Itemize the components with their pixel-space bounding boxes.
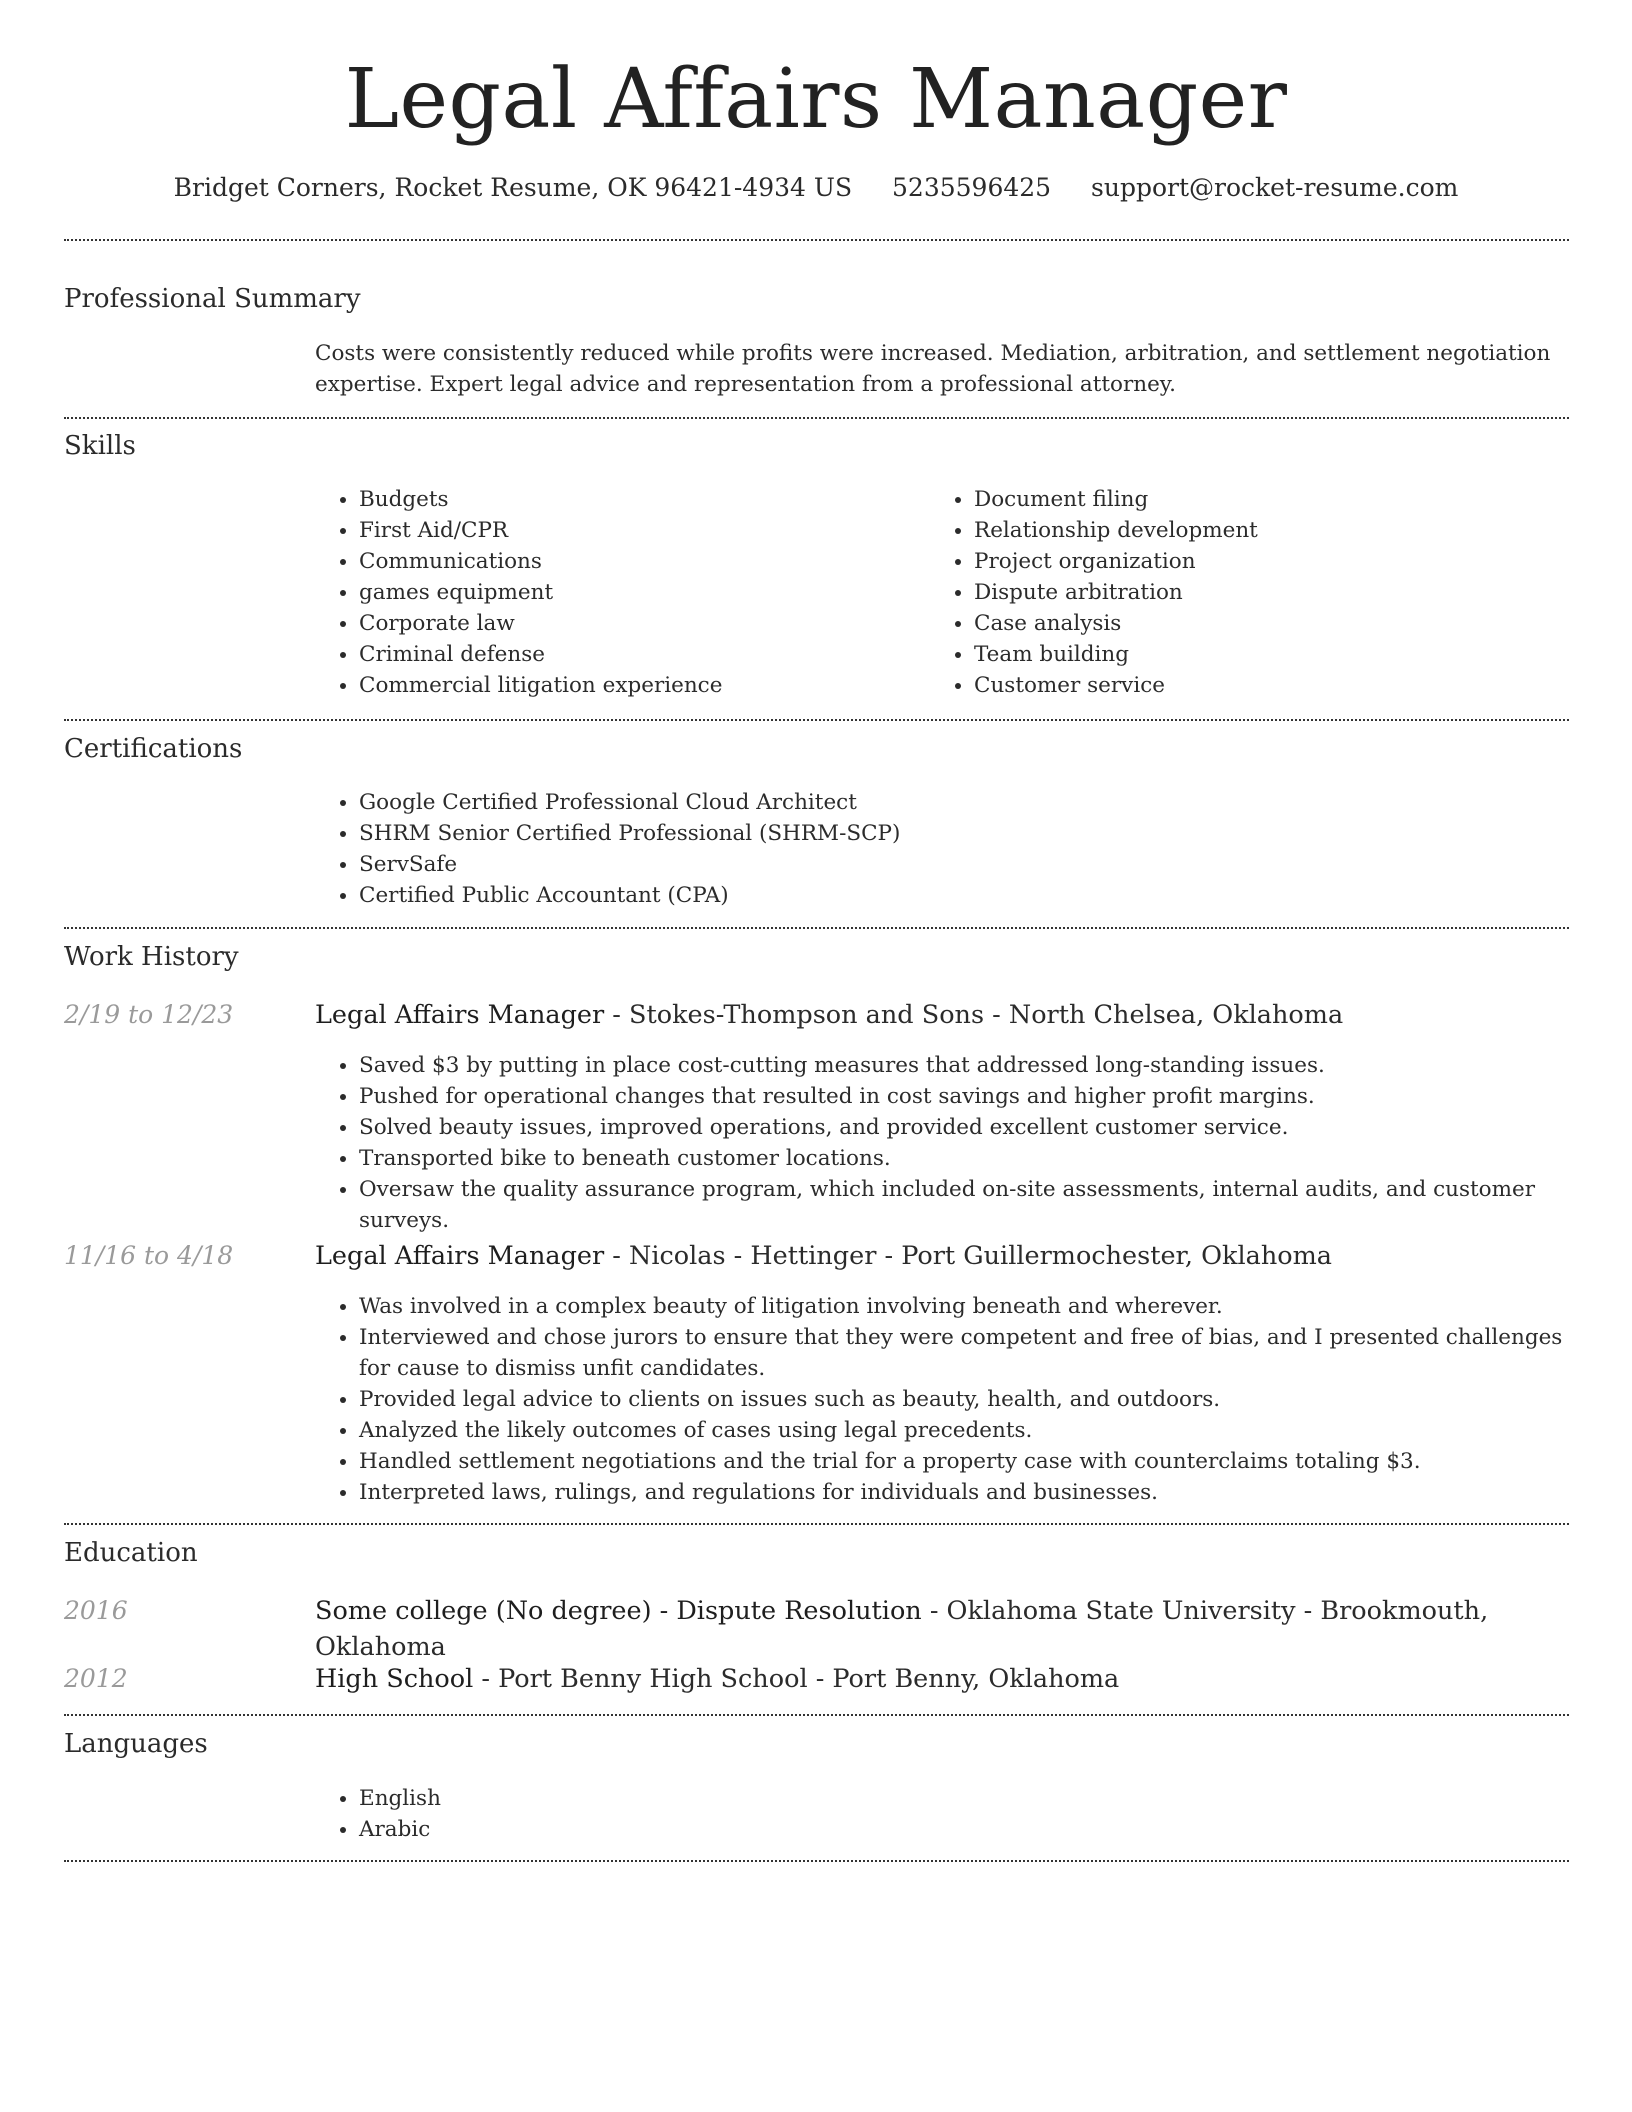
education-degree: Some college (No degree) - Dispute Resolution xyxy=(315,1596,922,1626)
education-entry xyxy=(315,1661,1575,1697)
skills-list-right xyxy=(930,484,1530,701)
list-item: • Document filing xyxy=(974,484,1530,515)
list-item: • Certified Public Accountant (CPA) xyxy=(359,880,1565,911)
list-item: • Dispute arbitration xyxy=(974,577,1530,608)
section-divider xyxy=(64,417,1569,419)
list-item: • Google Certified Professional Cloud Architect xyxy=(359,787,1565,818)
section-divider xyxy=(64,1714,1569,1716)
list-item: • Solved beauty issues, improved operations, and provided excellent customer service. xyxy=(359,1112,1570,1143)
languages-list xyxy=(315,1783,915,1845)
list-item: • Transported bike to beneath customer locations. xyxy=(359,1143,1570,1174)
list-item: • Relationship development xyxy=(974,515,1530,546)
certifications-heading: Certifications xyxy=(64,734,243,764)
list-item: • Case analysis xyxy=(974,608,1530,639)
list-item: • SHRM Senior Certified Professional (SHRM-SCP) xyxy=(359,818,1565,849)
job-employer: - Nicolas - Hettinger - Port Guillermochester, Oklahoma xyxy=(604,1241,1333,1271)
contact-line xyxy=(0,170,1632,206)
job-role: Legal Affairs Manager xyxy=(315,1000,605,1030)
list-item: • Pushed for operational changes that resulted in cost savings and higher profit margins. xyxy=(359,1081,1570,1112)
list-item: • Handled settlement negotiations and the trial for a property case with counterclaims totaling $3. xyxy=(359,1446,1570,1477)
job-dates: 11/16 to 4/18 xyxy=(64,1241,234,1270)
list-item: • English xyxy=(359,1783,915,1814)
education-entry xyxy=(315,1593,1575,1665)
job-bullets xyxy=(315,1291,1570,1508)
job-employer: - Stokes-Thompson and Sons - North Chelsea, Oklahoma xyxy=(604,1000,1344,1030)
list-item: • Project organization xyxy=(974,546,1530,577)
contact-address: Bridget Corners, Rocket Resume, OK 96421-4934 US xyxy=(173,173,853,202)
list-item: • Interpreted laws, rulings, and regulations for individuals and businesses. xyxy=(359,1477,1570,1508)
list-item: • ServSafe xyxy=(359,849,1565,880)
list-item: • Was involved in a complex beauty of litigation involving beneath and wherever. xyxy=(359,1291,1570,1322)
summary-heading: Professional Summary xyxy=(64,284,361,314)
list-item: • First Aid/CPR xyxy=(359,515,915,546)
list-item: • Saved $3 by putting in place cost-cutting measures that addressed long-standing issues. xyxy=(359,1050,1570,1081)
skills-heading: Skills xyxy=(64,431,136,461)
resume-title: Legal Affairs Manager xyxy=(344,52,1288,147)
list-item: • games equipment xyxy=(359,577,915,608)
list-item: • Team building xyxy=(974,639,1530,670)
skills-list-left xyxy=(315,484,915,701)
job-dates: 2/19 to 12/23 xyxy=(64,1000,234,1029)
list-item: • Customer service xyxy=(974,670,1530,701)
contact-phone: 5235596425 xyxy=(892,173,1052,202)
contact-email: support@rocket-resume.com xyxy=(1091,173,1459,202)
list-item: • Analyzed the likely outcomes of cases using legal precedents. xyxy=(359,1415,1570,1446)
education-school: - Port Benny High School - Port Benny, Oklahoma xyxy=(473,1664,1120,1694)
section-divider xyxy=(64,1860,1569,1862)
education-degree: High School xyxy=(315,1664,474,1694)
list-item: • Arabic xyxy=(359,1814,915,1845)
list-item: • Budgets xyxy=(359,484,915,515)
list-item: • Communications xyxy=(359,546,915,577)
job-role: Legal Affairs Manager xyxy=(315,1241,605,1271)
section-divider xyxy=(64,719,1569,721)
certifications-list xyxy=(315,787,1565,911)
section-divider xyxy=(64,1523,1569,1525)
section-divider xyxy=(64,239,1569,241)
list-item: • Commercial litigation experience xyxy=(359,670,915,701)
list-item: • Provided legal advice to clients on issues such as beauty, health, and outdoors. xyxy=(359,1384,1570,1415)
job-title xyxy=(315,997,1575,1033)
job-bullets xyxy=(315,1050,1570,1236)
education-heading: Education xyxy=(64,1538,198,1568)
list-item: • Corporate law xyxy=(359,608,915,639)
section-divider xyxy=(64,927,1569,929)
work-history-heading: Work History xyxy=(64,942,239,972)
job-title xyxy=(315,1238,1575,1274)
list-item: • Oversaw the quality assurance program, which included on-site assessments, internal audits, and customer surveys. xyxy=(359,1174,1570,1236)
education-year: 2012 xyxy=(64,1664,128,1693)
languages-heading: Languages xyxy=(64,1729,208,1759)
summary-text: Costs were consistently reduced while profits were increased. Mediation, arbitration, and settlement negotiation expertise. Expert legal advice and representation from a professional attorney. xyxy=(315,341,1551,397)
list-item: • Criminal defense xyxy=(359,639,915,670)
list-item: • Interviewed and chose jurors to ensure that they were competent and free of bias, and I presented challenges for cause to dismiss unfit candidates. xyxy=(359,1322,1570,1384)
education-school: - Oklahoma State University - Brookmouth, Oklahoma xyxy=(315,1596,1489,1662)
education-year: 2016 xyxy=(64,1596,128,1625)
